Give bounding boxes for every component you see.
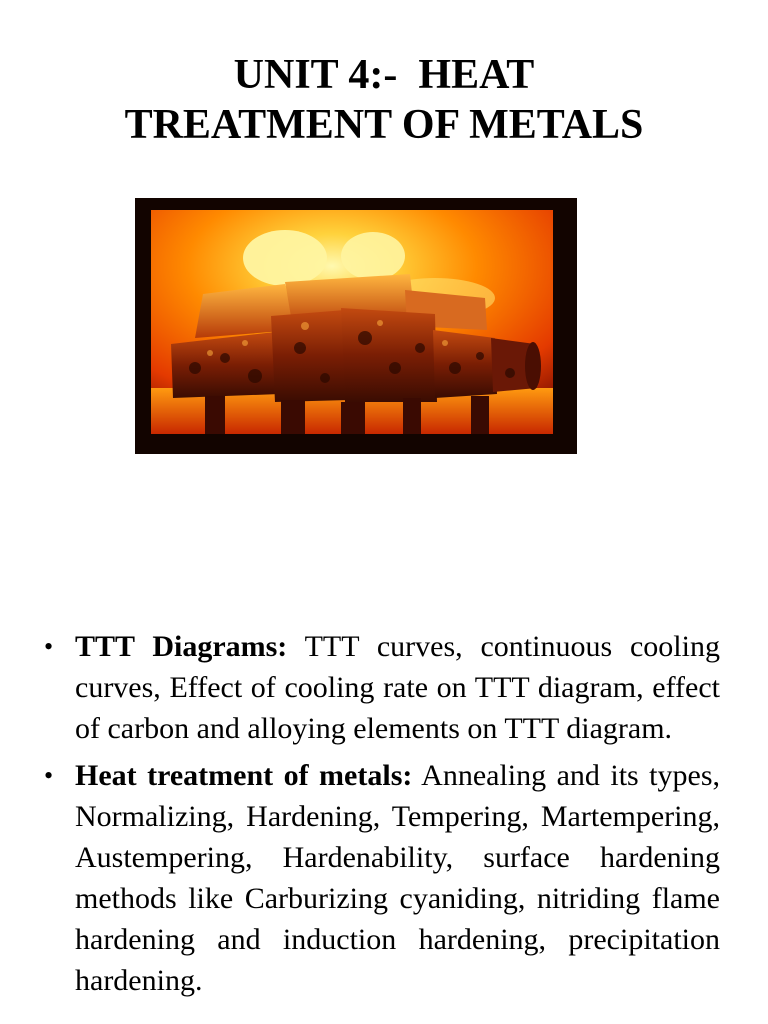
title-line-1: UNIT 4:- HEAT	[233, 52, 535, 98]
hot-blob-right	[341, 232, 405, 280]
furnace-illustration	[135, 198, 577, 454]
list-item	[44, 626, 720, 749]
title-line-2: TREATMENT OF METALS	[124, 102, 644, 148]
list-item	[44, 755, 720, 1001]
furnace-photo	[135, 198, 577, 454]
ingot-end	[525, 342, 541, 390]
hot-blob-left	[243, 230, 327, 286]
bullet-dot: •	[44, 761, 54, 790]
item-heading: Heat treatment of metals:	[75, 759, 413, 792]
topic-list	[44, 626, 720, 1007]
page-title	[0, 50, 768, 150]
item-heading: TTT Diagrams:	[75, 630, 288, 663]
item-text: TTT curves, continuous cooling curves, Effect of cooling rate on TTT diagram, effect of carbon and alloying elements on TTT diagram.	[75, 630, 720, 745]
bullet-dot: •	[44, 632, 54, 661]
item-text: Annealing and its types, Normalizing, Hardening, Tempering, Martempering, Austempering, Hardenability, surface hardening methods like Carburizing cyaniding, nitriding flame hardening and induction hardening, precipitation hardening.	[75, 759, 720, 997]
ingot-2	[271, 310, 349, 402]
ingot-4	[433, 330, 497, 398]
ingot-3	[341, 308, 437, 402]
